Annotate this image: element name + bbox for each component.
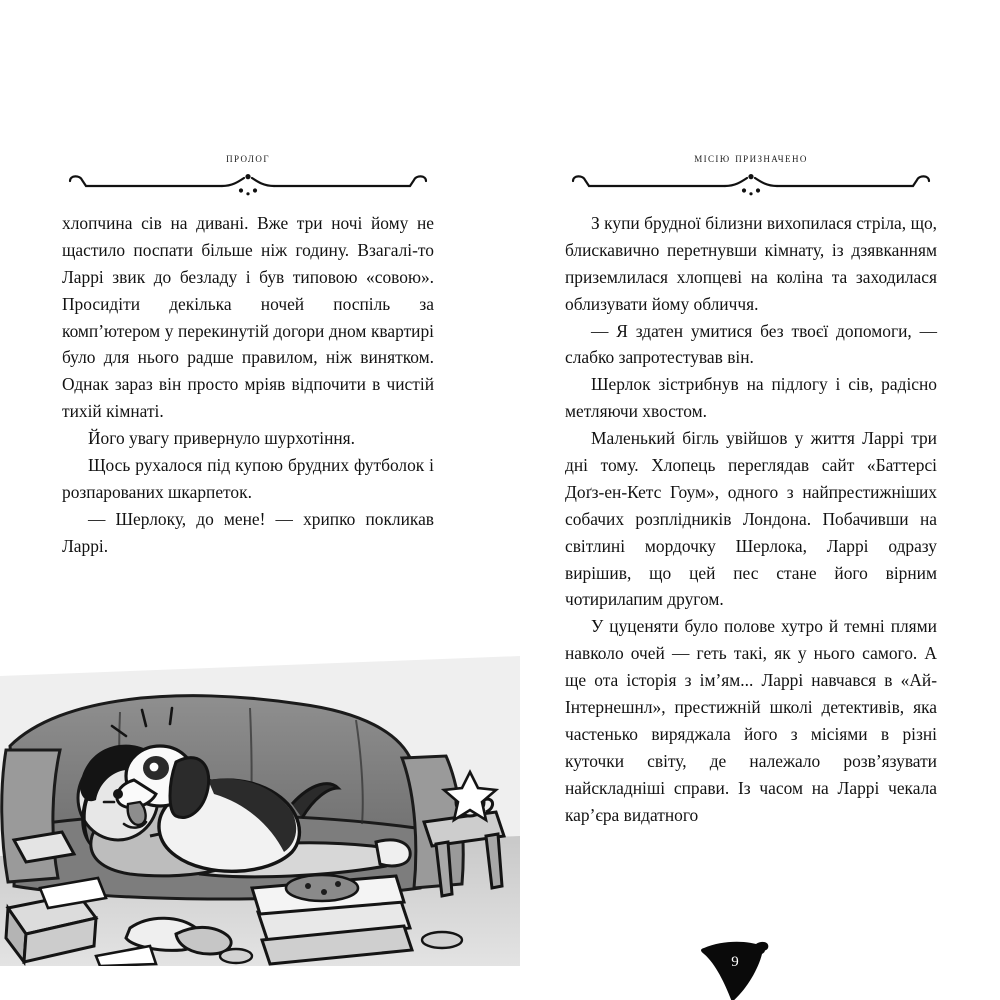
paragraph: — Шерлоку, до мене! — хрипко покликав Ларрі. <box>62 508 434 556</box>
folio-badge <box>700 940 770 1000</box>
header-rule-left-ornament <box>62 172 434 198</box>
spread <box>0 150 1000 970</box>
paragraph: У цуценяти було полове хутро й темні плями навколо очей — геть такі, як у нього самого. А ще ота історія з ім’ям... Ларрі навчався в «Ай-Інтернешнл», престижній школі детективів, яка частенько виряджала його з місіями в різні куточки світу, де належало розв’язувати найскладніші справи. Із часом на Ларрі чекала кар’єра видатного <box>565 616 937 825</box>
header-rule-right-ornament <box>565 172 937 198</box>
paragraph: Щось рухалося під купою брудних футболок і розпарованих шкарпеток. <box>62 455 434 502</box>
running-head-right: місію призначено <box>694 150 808 165</box>
paragraph: Шерлок зістрибнув на підлогу і сів, радісно метляючи хвостом. <box>565 374 937 422</box>
paragraph: Його увагу привернуло шурхотіння. <box>88 428 356 449</box>
paragraph: — Я здатен умитися без твоєї допомоги, — слабко запротестував він. <box>565 320 937 368</box>
boy-on-couch-with-beagle-illustration <box>0 536 520 966</box>
right-page-body <box>565 210 937 828</box>
running-head-left: пролог <box>226 150 270 165</box>
page-number: 9 <box>731 954 739 970</box>
left-page <box>62 150 434 560</box>
paragraph: хлопчина сів на дивані. Вже три ночі йому не щастило поспати більше ніж годину. Взагалі-то Ларрі звик до безладу і був типовою «совою». Просидіти декілька ночей поспіль за комп’ютером у перекинутій догори дном квартирі було для нього радше правилом, ніж винятком. Однак зараз він просто мріяв відпочити в чистій тихій кімнаті. <box>62 213 434 422</box>
right-page <box>565 150 937 828</box>
paragraph: Маленький бігль увійшов у життя Ларрі три дні тому. Хлопець переглядав сайт «Баттерсі Доґз-ен-Кетс Гоум», одного з найпрестижніших собачих розплідників Лондона. Побачивши на світлині мордочку Шерлока, Ларрі одразу вирішив, що цей пес стане його вірним чотирилапим другом. <box>565 428 937 610</box>
paragraph: З купи брудної білизни вихопилася стріла, що, блискавично перетнувши кімнату, із дзявканням приземлилася хлопцеві на коліна та заходилася облизувати йому обличчя. <box>565 213 937 314</box>
left-page-body <box>62 210 434 560</box>
